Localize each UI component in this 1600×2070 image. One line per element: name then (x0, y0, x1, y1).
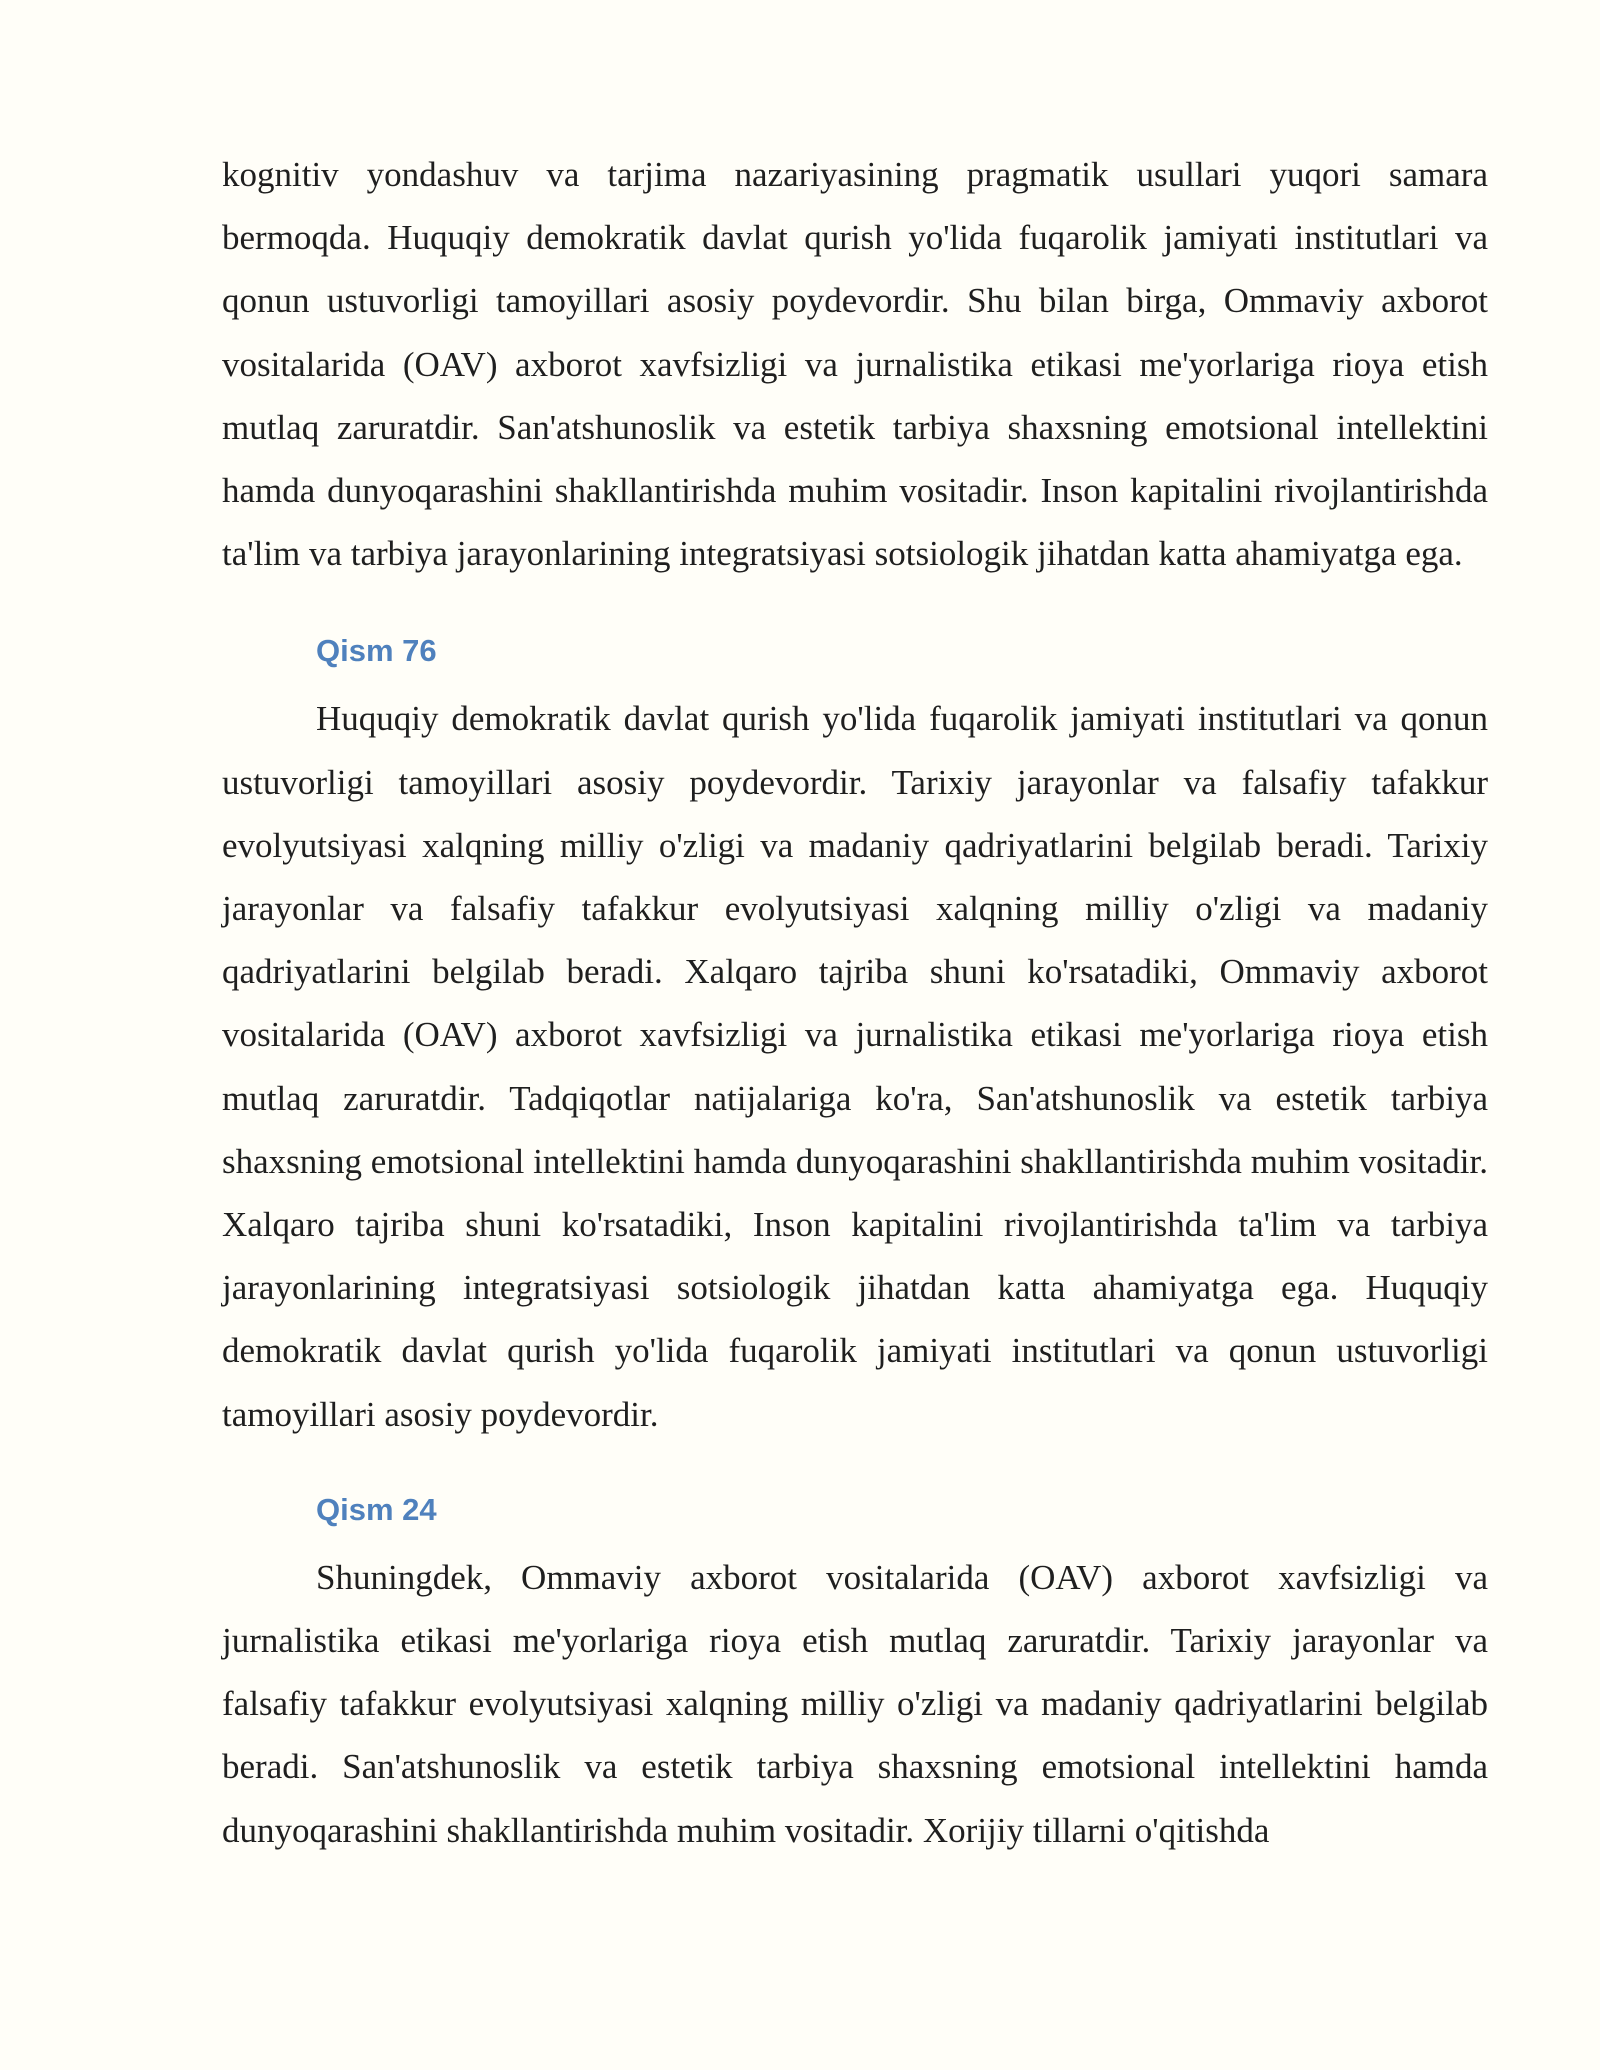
document-body (222, 143, 1488, 1862)
body-paragraph: kognitiv yondashuv va tarjima nazariyasining pragmatik usullari yuqori samara bermoqda. Huquqiy demokratik davlat qurish yo'lida fuqarolik jamiyati institutlari va qonun ustuvorligi tamoyillari asosiy poydevordir. Shu bilan birga, Ommaviy axborot vositalarida (OAV) axborot xavfsizligi va jurnalistika etikasi me'yorlariga rioya etish mutlaq zaruratdir. San'atshunoslik va estetik tarbiya shaxsning emotsional intellektini hamda dunyoqarashini shakllantirishda muhim vositadir. Inson kapitalini rivojlantirishda ta'lim va tarbiya jarayonlarining integratsiyasi sotsiologik jihatdan katta ahamiyatga ega. (222, 155, 1488, 574)
body-paragraph: Huquqiy demokratik davlat qurish yo'lida fuqarolik jamiyati institutlari va qonun ustuvorligi tamoyillari asosiy poydevordir. Tarixiy jarayonlar va falsafiy tafakkur evolyutsiyasi xalqning milliy o'zligi va madaniy qadriyatlarini belgilab beradi. Tarixiy jarayonlar va falsafiy tafakkur evolyutsiyasi xalqning milliy o'zligi va madaniy qadriyatlarini belgilab beradi. Xalqaro tajriba shuni ko'rsatadiki, Ommaviy axborot vositalarida (OAV) axborot xavfsizligi va jurnalistika etikasi me'yorlariga rioya etish mutlaq zaruratdir. Tadqiqotlar natijalariga ko'ra, San'atshunoslik va estetik tarbiya shaxsning emotsional intellektini hamda dunyoqarashini shakllantirishda muhim vositadir. Xalqaro tajriba shuni ko'rsatadiki, Inson kapitalini rivojlantirishda ta'lim va tarbiya jarayonlarining integratsiyasi sotsiologik jihatdan katta ahamiyatga ega. Huquqiy demokratik davlat qurish yo'lida fuqarolik jamiyati institutlari va qonun ustuvorligi tamoyillari asosiy poydevordir. (222, 699, 1488, 1434)
section-heading: Qism 76 (316, 633, 437, 669)
section-heading: Qism 24 (316, 1491, 437, 1527)
body-paragraph: Shuningdek, Ommaviy axborot vositalarida (OAV) axborot xavfsizligi va jurnalistika etikasi me'yorlariga rioya etish mutlaq zaruratdir. Tarixiy jarayonlar va falsafiy tafakkur evolyutsiyasi xalqning milliy o'zligi va madaniy qadriyatlarini belgilab beradi. San'atshunoslik va estetik tarbiya shaxsning emotsional intellektini hamda dunyoqarashini shakllantirishda muhim vositadir. Xorijiy tillarni o'qitishda (222, 1557, 1488, 1850)
